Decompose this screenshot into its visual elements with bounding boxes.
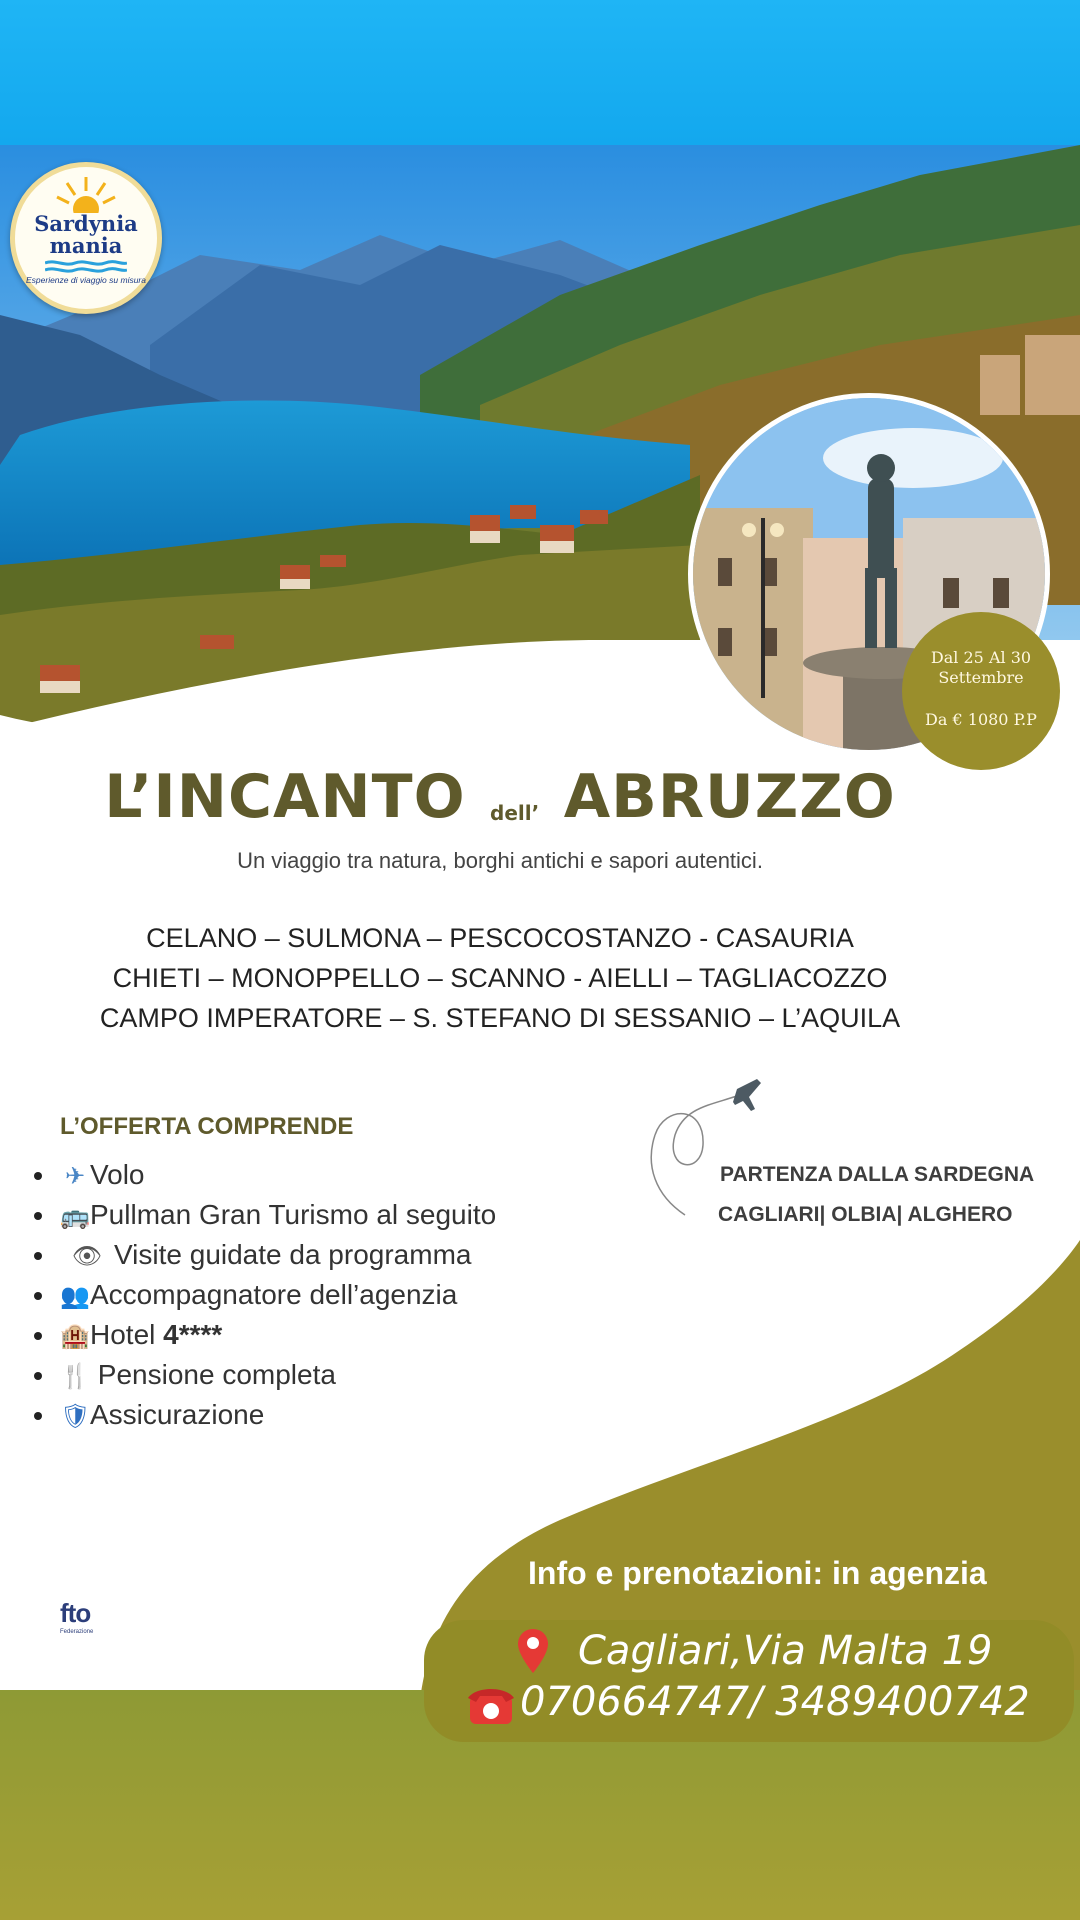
sardynia-mania-logo [10,162,162,314]
hotel-icon: 🏨 [60,1323,90,1350]
map-pin-icon [516,1627,550,1675]
offer-item: 🚌Pullman Gran Turismo al seguito [26,1195,496,1235]
sun-icon [55,175,117,213]
fork-knife-icon: 🍴 [60,1363,90,1390]
airplane-icon: ✈ [64,1163,86,1190]
route-list [0,918,1000,1038]
offer-item: ✈ Volo [26,1155,496,1195]
info-title: Info e prenotazioni: in agenzia [528,1555,987,1591]
waves-icon [45,259,127,273]
subtitle: Un viaggio tra natura, borghi antichi e sapori autentici. [237,848,763,873]
page-title [0,762,1000,832]
phone-number: 070664747/ 3489400742 [520,1679,1030,1725]
title-part3: ABRUZZO [563,762,896,832]
top-banner [0,0,1080,145]
logo-name-line1: Sardynia [34,211,138,236]
shield-icon: 🛡 [60,1403,91,1430]
address: Cagliari,Via Malta 19 [578,1628,993,1674]
fto-mark: fto [60,1598,91,1628]
route-line: CAMPO IMPERATORE – S. STEFANO DI SESSANIO – L’AQUILA [99,1003,901,1033]
telephone-icon [466,1684,516,1726]
eye-speech-icon: 👁 [71,1243,103,1270]
offer-item: 🍴 Pensione completa [26,1355,496,1395]
logo-name-line2: mania [49,233,123,258]
logo-tagline: Esperienze di viaggio su misura [25,275,146,285]
title-part1: L’INCANTO [104,762,466,832]
fto-logo [60,1598,93,1635]
fto-sub: Federazione [60,1629,94,1635]
people-icon: 👥 [60,1283,90,1310]
bus-icon: 🚌 [60,1203,90,1230]
hotel-stars: 4**** [163,1319,223,1350]
route-line: CELANO – SULMONA – PESCOCOSTANZO - CASAURIA [146,923,854,953]
title-part2: dell’ [490,800,540,825]
trip-price: Da € 1080 P.P [925,710,1037,729]
offer-item: 🛡Assicurazione [26,1395,496,1435]
departure-title: PARTENZA DALLA SARDEGNA [720,1163,1035,1186]
route-line: CHIETI – MONOPPELLO – SCANNO - AIELLI – TAGLIACOZZO [112,963,888,993]
offer-title: L’OFFERTA COMPRENDE [60,1113,354,1140]
date-price-badge [902,612,1060,770]
offer-item: 👥Accompagnatore dell’agenzia [26,1275,496,1315]
trip-dates: Dal 25 Al 30 Settembre [930,648,1032,687]
offer-item: 👁 Visite guidate da programma [26,1235,496,1275]
offer-item: 🏨Hotel 4**** [26,1315,496,1355]
departure-airports: CAGLIARI| OLBIA| ALGHERO [718,1203,1013,1226]
